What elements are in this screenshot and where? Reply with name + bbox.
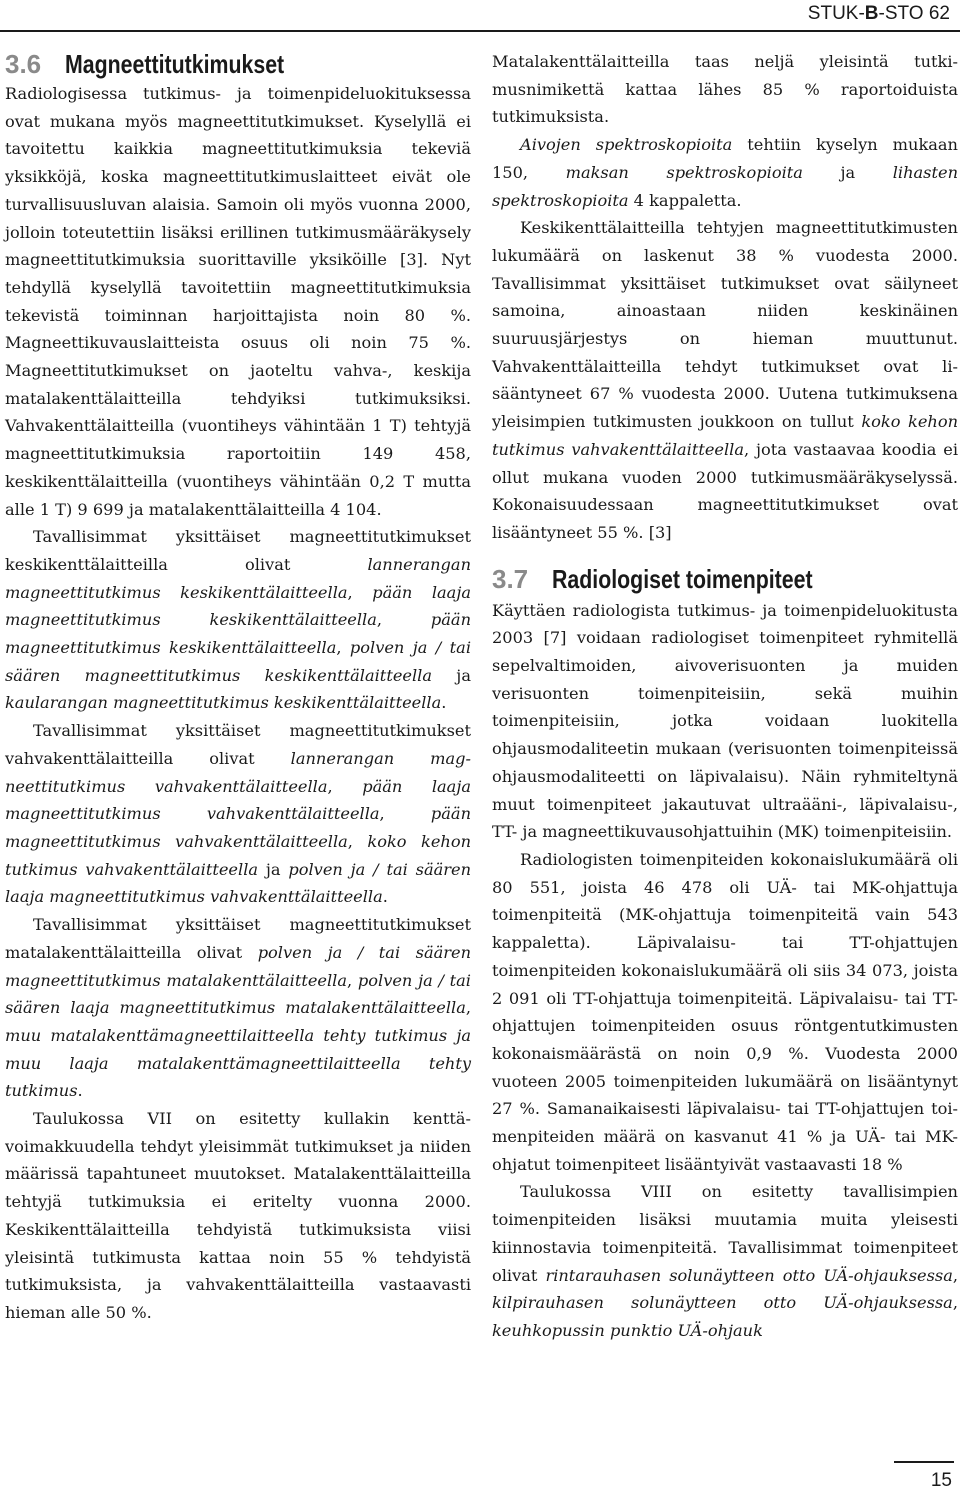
document-code-prefix: STUK-	[807, 3, 865, 24]
section-heading-3-6	[5, 48, 471, 80]
document-code-suffix: -STO 62	[878, 3, 950, 24]
section-number: 3.7	[492, 563, 529, 594]
paragraph: Taulukossa VII on esitetty kullakin kenttävoimakkuudella tehdyt yleisimmät tutkimukset ja niiden määrissä tapahtuneet muutokset. Matalakenttälaitteilla tehtyjä tutkimuksia ei eritelty vuonna 2000. Keskikenttälaitteilla tehdyistä tutkimuksista viisi yleisintä tutkimusta kattaa noin 55 % tehdyistä tutkimuksista, ja vahvakenttälaitteilla vastaavasti hieman alle 50 %.	[5, 1109, 471, 1322]
paragraph: Tavallisimmat yksittäiset magneettitutkimukset matalakenttälaitteilla olivat polven ja / tai säären magneettitutkimus matalakenttälaitteella, polven ja / tai säären laaja magneettitutkimus matalakenttälaitteella, muu matalakenttämagneettilaitteella tehty tutkimus ja muu laaja matalakenttämagneettilaitteella tehty tutkimus.	[5, 915, 472, 1101]
section-number: 3.6	[5, 49, 42, 79]
section-title: Magneettitutkimukset	[65, 49, 285, 79]
right-column	[492, 48, 958, 1345]
paragraph: Keskikenttälaitteilla tehtyjen magneettitutkimusten lukumäärä on laskenut 38 % vuodesta 2000. Tavallisimmat yksittäiset tutkimukset ovat säilyneet samoina, ainoastaan niiden keskinäinen suuruusjärjestys on hieman muuttunut. Vahvakenttälaitteilla tehdyt tutkimukset ovat lisääntyneet 67 % vuodesta 2000. Uutena tutkimuksena yleisimpien tutkimusten joukkoon on tullut koko kehon tutkimus vahvakenttälaitteella, jota vastaavaa koodia ei ollut mukana vuoden 2000 tutkimusmääräkyselyssä. Kokonaisuudessaan magneettitutkimukset ovat lisääntyneet 55 %. [3]	[492, 218, 958, 542]
section-heading-3-7	[492, 563, 958, 595]
paragraph: Radiologisten toimenpiteiden kokonaislukumäärä oli 80 551, joista 46 478 oli UÄ- tai MK-ohjattuja toimenpiteitä (MK-ohjattuja toimenpiteitä vain 543 kappaletta). Läpivalaisu- tai TT-ohjattujen toimenpiteiden kokonaislukumäärä oli siis 34 073, joista 2 091 oli TT-ohjattuja toimenpiteitä. Läpivalaisu- tai TT-ohjattujen toimenpiteiden osuus röntgentutkimusten kokonaismäärästä on noin 0,9 %. Vuodesta 2000 vuoteen 2005 toimenpiteiden lukumäärä on lisääntynyt 27 %. Samanaikaisesti läpivalaisu- tai TT-ohjattujen toimenpiteiden määrä on kasvanut 41 % ja UÄ- tai MK-ohjatut toimenpiteet lisääntyivät vastaavasti 18 %	[492, 849, 958, 1174]
paragraph: Tavallisimmat yksittäiset magneettitutkimukset keskikenttälaitteilla olivat lannerangan magneettitutkimus keskikenttälaitteella, pään laaja magneettitutkimus keskikenttälaitteella, pään magneettitutkimus keskikenttälaitteella, polven ja / tai säären magneettitutkimus keskikenttälaitteella ja kaularangan magneettitutkimus keskikenttälaitteella.	[5, 527, 472, 713]
section-title: Radiologiset toimenpiteet	[552, 563, 813, 594]
paragraph: Matalakenttälaitteilla taas neljä yleisintä tutkimusnimikettä kattaa lähes 85 % raportoiduista tutkimuksista.	[492, 52, 958, 127]
document-code	[808, 3, 950, 25]
header-rule	[0, 30, 960, 32]
document-code-bold: B	[864, 3, 879, 24]
paragraph: Käyttäen radiologista tutkimus- ja toimenpideluokitusta 2003 [7] voidaan radiologiset toimenpiteet ryhmitellä sepelvaltimoiden, aivoverisuonten ja muiden verisuonten toimenpiteisiin, sekä muihin toimenpiteisiin, jotka voidaan luokitella ohjausmodaliteetin mukaan (verisuonten toimenpiteissä ohjausmodaliteetti on läpivalaisu). Näin ryhmiteltynä muut toimenpiteet jakautuvat ultraääni-, läpivalaisu-, TT- ja magneettikuvausohjattuihin (MK) toimenpiteisiin.	[492, 600, 958, 842]
paragraph: Aivojen spektroskopioita tehtiin kyselyn mukaan 150, maksan spektroskopioita ja lihasten spektroskopioita 4 kappaletta.	[492, 135, 958, 210]
paragraph: Radiologisessa tutkimus- ja toimenpideluokituksessa ovat mukana myös magneettitutkimukset. Kyselyllä ei tavoitettu kaikkia magneettitutkimuksia tekeviä yksikköjä, koska magneettitutkimuslaitteet eivät ole turvallisuusluvan alaisia. Samoin oli myös vuonna 2000, jolloin toteutettiin lisäksi erillinen tutkimusmääräkysely magneettitutkimuksia suorittaville yksiköille [3]. Nyt tehdyllä kyselyllä tavoitettiin magneettitutkimuksia tekevistä toiminnan harjoittajista noin 80 %. Magneettikuvauslaitteista osuus oli noin 75 %. Magneettitutkimukset on jaoteltu vahva-, keskija matalakenttälaitteilla tehdyiksi tutkimuksiksi. Vahvakenttälaitteilla (vuontiheys vähintään 1 T) tehtyjä magneettitutkimuksia raportoitiin 149 458, keskikenttälaitteilla (vuontiheys vähintään 0,2 T mutta alle 1 T) 9 699 ja matalakenttälaitteilla 4 104.	[5, 84, 471, 519]
footer-rule	[894, 1461, 954, 1463]
paragraph: Tavallisimmat yksittäiset magneettitutkimukset vahvakenttälaitteilla olivat lannerangan magneettitutkimus vahvakenttälaitteella, pään laaja magneettitutkimus vahvakenttälaitteella, pään magneettitutkimus vahvakenttälaitteella, koko kehon tutkimus vahvakenttälaitteella ja polven ja / tai säären laaja magneettitutkimus vahvakenttälaitteella.	[5, 721, 472, 907]
page-number: 15	[930, 1470, 952, 1491]
left-column	[5, 48, 471, 1327]
paragraph: Taulukossa VIII on esitetty tavallisimpien toimenpiteiden lisäksi muutamia muita yleisesti kiinnostavia toimenpiteitä. Tavallisimmat toimenpiteet olivat rintarauhasen solunäytteen otto UÄ-ohjauksessa, kilpirauhasen solunäytteen otto UÄ-ohjauksessa, keuhkopussin punktio UÄ-ohjauk	[492, 1182, 959, 1340]
